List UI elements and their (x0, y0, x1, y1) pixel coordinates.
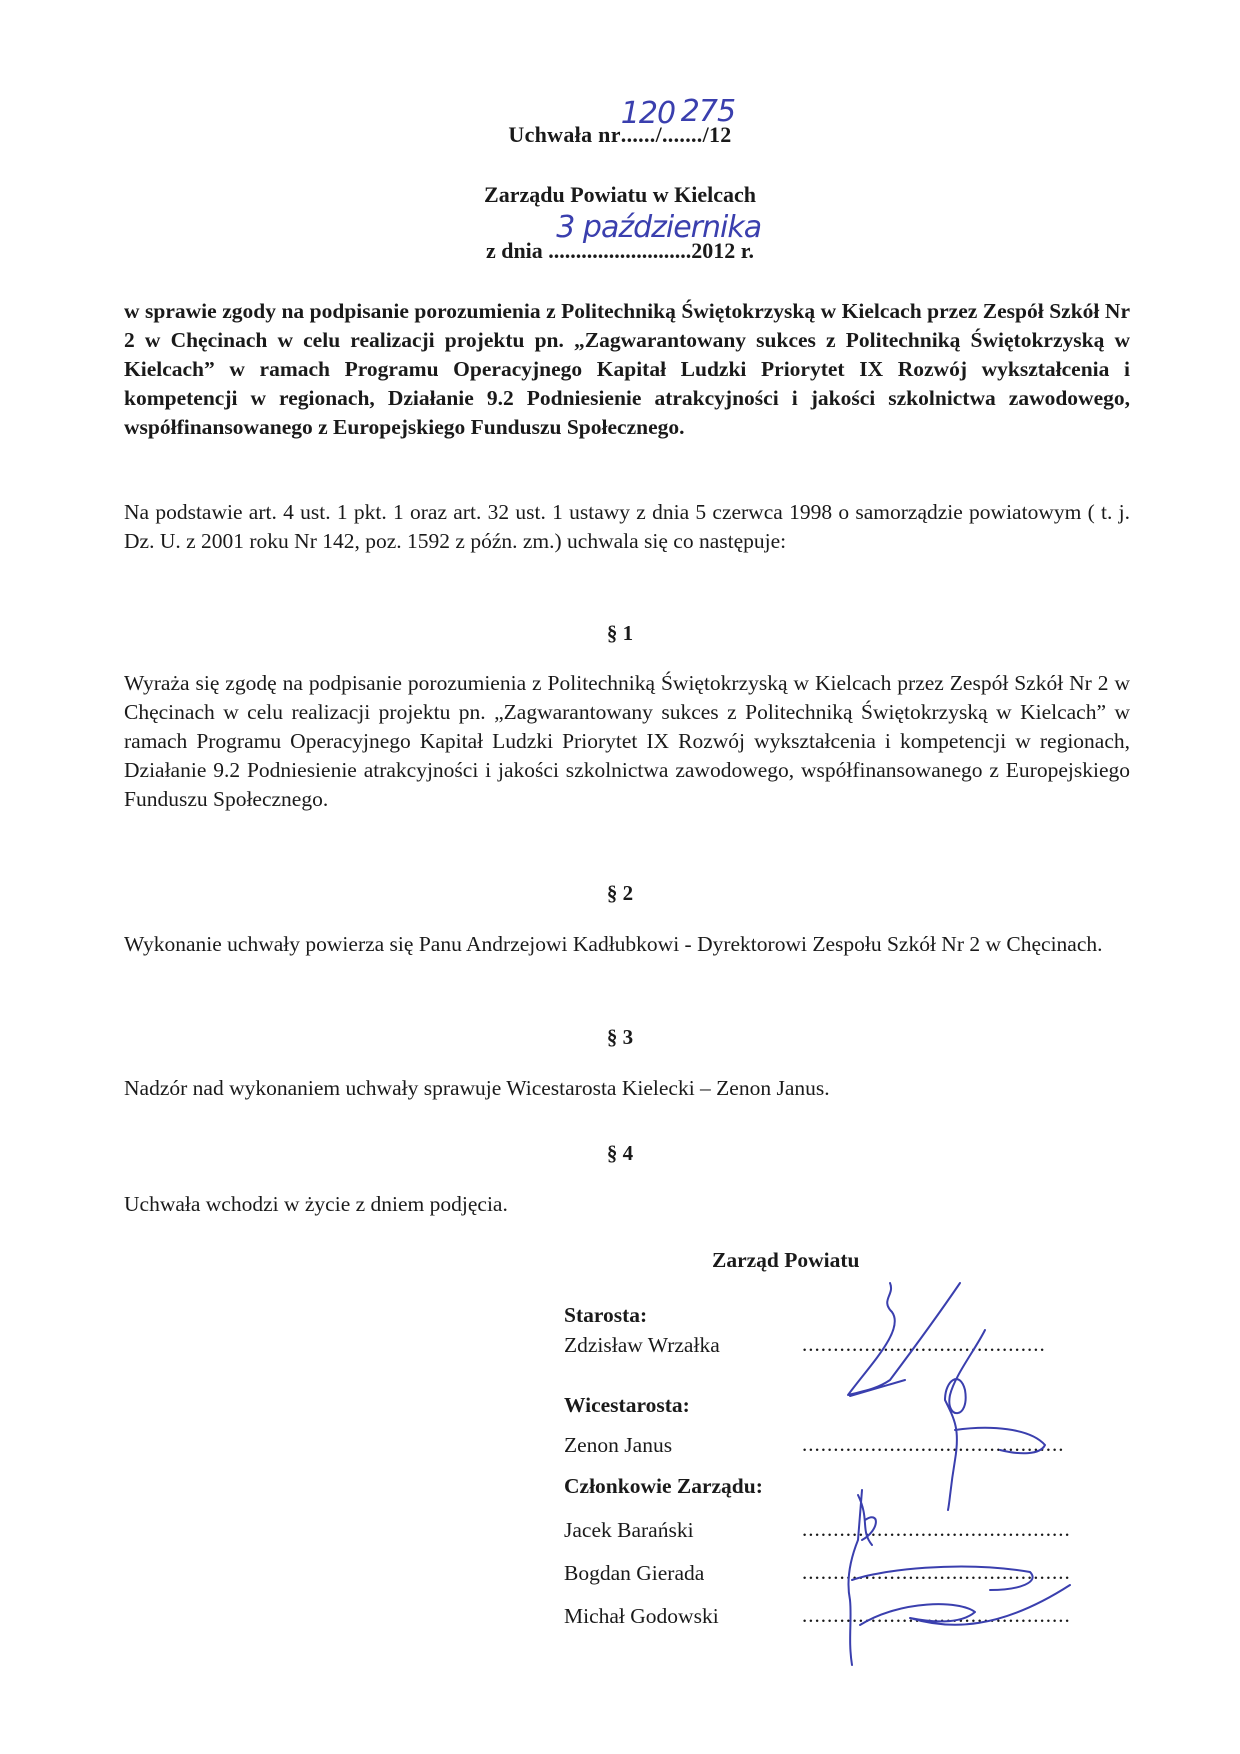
paragraph-4-text: Uchwała wchodzi w życie z dniem podjęcia. (124, 1192, 508, 1216)
signature-line-wicestarosta: .......................................... (802, 1432, 1065, 1456)
date-field: .......................... 3 października (548, 210, 762, 263)
signature-line-starosta: ....................................... (802, 1332, 1046, 1356)
signature-line-member-1: ........................................... (802, 1517, 1071, 1541)
wicestarosta-label: Wicestarosta: (564, 1393, 690, 1417)
handwritten-number-2: 275 (680, 94, 736, 129)
members-label: Członkowie Zarządu: (564, 1474, 763, 1498)
paragraph-2-sign: § 2 (606, 881, 634, 905)
handwritten-number-1: 120 (620, 96, 676, 131)
resolution-date: z dnia .......................... 3 października 2012 r. (485, 210, 762, 263)
signature-line-member-2: ........................................... (802, 1560, 1071, 1584)
board-name: Zarządu Powiatu w Kielcach (484, 182, 756, 207)
member-3-name: Michał Godowski (564, 1604, 719, 1628)
wicestarosta-name: Zenon Janus (564, 1433, 673, 1457)
starosta-name: Zdzisław Wrzałka (564, 1333, 720, 1357)
member-1-name: Jacek Barański (564, 1518, 694, 1542)
signature-line-member-3: ........................................... (802, 1603, 1071, 1627)
title-number-field: ....../....... 120 275 (620, 94, 736, 147)
member-2-name: Bogdan Gierada (564, 1561, 705, 1585)
paragraph-3-text: Nadzór nad wykonaniem uchwały sprawuje Wicestarosta Kielecki – Zenon Janus. (124, 1076, 830, 1100)
resolution-title (0, 94, 1240, 148)
paragraph-3-sign: § 3 (606, 1025, 634, 1049)
paragraph-2-text: Wykonanie uchwały powierza się Panu Andrzejowi Kadłubkowi - Dyrektorowi Zespołu Szkół Nr 2 w Chęcinach. (124, 932, 1103, 956)
resolution-subject: w sprawie zgody na podpisanie porozumienia z Politechniką Świętokrzyską w Kielcach przez Zespół Szkół Nr 2 w Chęcinach w celu realizacji projektu pn. „Zagwarantowany sukces z Politechniką Świętokrzyską w Kielcach” w ramach Programu Operacyjnego Kapitał Ludzki Priorytet IX Rozwój wykształcenia i kompetencji w regionach, Działanie 9.2 Podniesienie atrakcyjności i jakości szkolnictwa zawodowego, współfinansowanego z Europejskiego Funduszu Społecznego. (124, 299, 1130, 439)
title-suffix: /12 (702, 122, 732, 147)
paragraph-1-sign: § 1 (606, 621, 634, 645)
paragraph-1-text: Wyraża się zgodę na podpisanie porozumienia z Politechniką Świętokrzyską w Kielcach przez Zespół Szkół Nr 2 w Chęcinach w celu realizacji projektu pn. „Zagwarantowany sukces z Politechniką Świętokrzyską w Kielcach” w ramach Programu Operacyjnego Kapitał Ludzki Priorytet IX Rozwój wykształcenia i kompetencji w regionach, Działanie 9.2 Podniesienie atrakcyjności i jakości szkolnictwa zawodowego, współfinansowanego z Europejskiego Funduszu Społecznego. (124, 671, 1130, 811)
legal-basis: Na podstawie art. 4 ust. 1 pkt. 1 oraz art. 32 ust. 1 ustawy z dnia 5 czerwca 1998 o samorządzie powiatowym ( t. j. Dz. U. z 2001 roku Nr 142, poz. 1592 z późn. zm.) uchwala się co następuje: (124, 500, 1130, 553)
handwritten-date: 3 października (556, 210, 762, 245)
title-prefix: Uchwała nr (508, 122, 621, 147)
paragraph-4-sign: § 4 (606, 1141, 634, 1165)
signature-wicestarosta (945, 1330, 1045, 1510)
signatures-heading: Zarząd Powiatu (712, 1248, 860, 1272)
starosta-label: Starosta: (564, 1303, 648, 1327)
